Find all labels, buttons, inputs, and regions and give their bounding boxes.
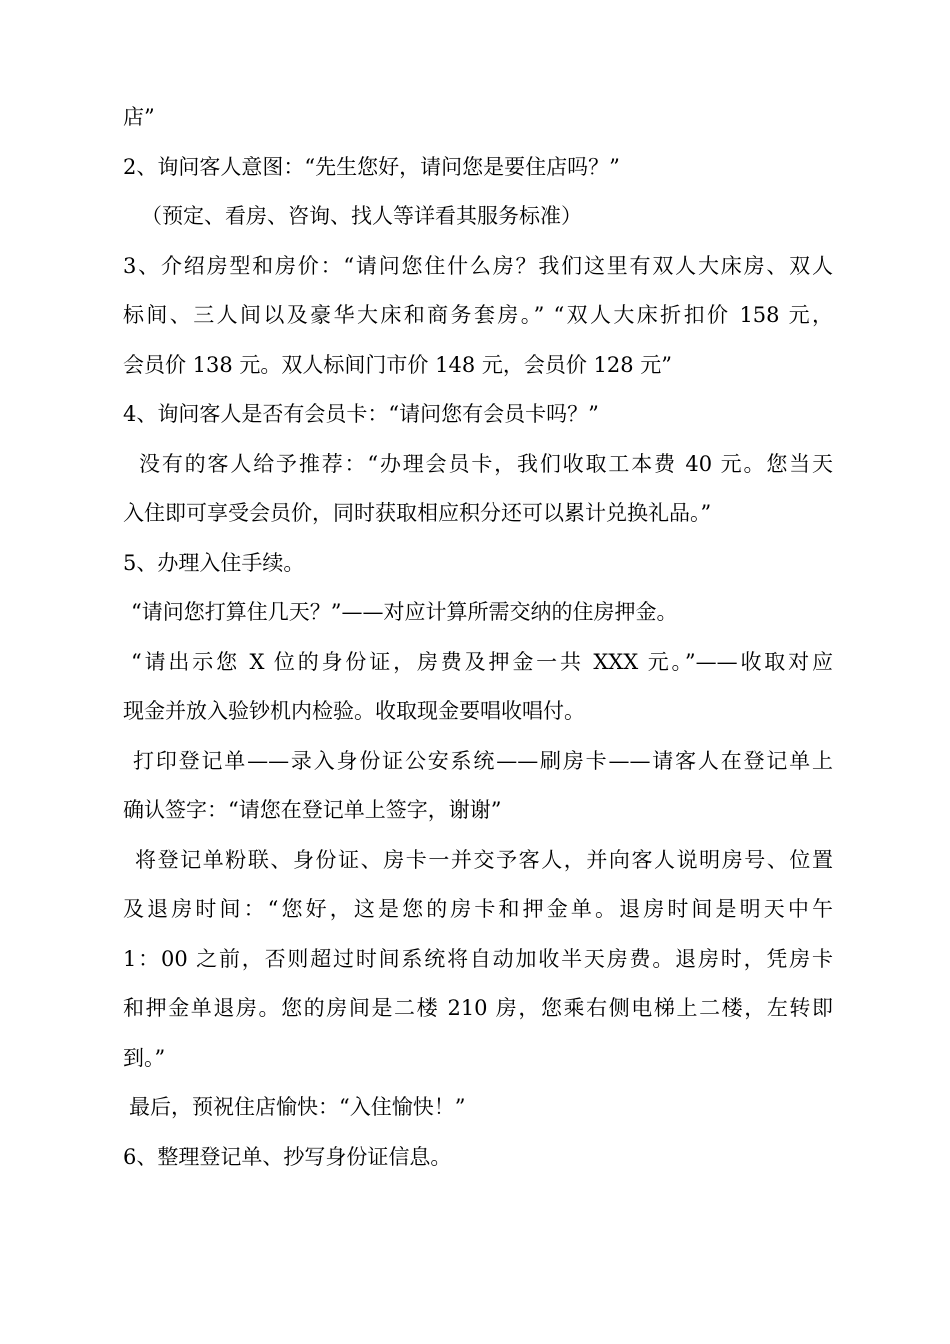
- text-line: 标间、三人间以及豪华大床和商务套房。” “双人大床折扣价 158 元，: [123, 303, 833, 327]
- text-line: 2、询问客人意图：“先生您好，请问您是要住店吗？”: [123, 154, 620, 179]
- text-line: 6、整理登记单、抄写身份证信息。: [123, 1144, 452, 1169]
- text-line: “请出示您 X 位的身份证，房费及押金一共 XXX 元。”——收取对应: [131, 649, 833, 674]
- text-line: 到。”: [123, 1045, 166, 1070]
- text-line: 入住即可享受会员价，同时获取相应积分还可以累计兑换礼品。”: [123, 501, 712, 525]
- text-line: 3、介绍房型和房价：“请问您住什么房？我们这里有双人大床房、双人: [123, 253, 833, 278]
- text-line: 5、办理入住手续。: [123, 550, 305, 575]
- document-body: [123, 93, 833, 1182]
- text-line: 现金并放入验钞机内检验。收取现金要唱收唱付。: [123, 699, 585, 723]
- text-line: 店”: [123, 105, 155, 129]
- text-line: 打印登记单——录入身份证公安系统——刷房卡——请客人在登记单上: [133, 748, 833, 773]
- text-line: 及退房时间：“您好，这是您的房卡和押金单。退房时间是明天中午: [123, 897, 833, 921]
- text-line: 没有的客人给予推荐：“办理会员卡，我们收取工本费 40 元。您当天: [139, 451, 833, 476]
- text-line: 将登记单粉联、身份证、房卡一并交予客人，并向客人说明房号、位置: [135, 847, 833, 872]
- text-line: （预定、看房、咨询、找人等详看其服务标准）: [141, 204, 582, 228]
- text-line: 确认签字：“请您在登记单上签字，谢谢”: [123, 798, 502, 822]
- text-line: 最后，预祝住店愉快：“入住愉快！”: [129, 1095, 466, 1119]
- text-line: 会员价 138 元。双人标间门市价 148 元，会员价 128 元”: [123, 352, 673, 377]
- text-line: “请问您打算住几天？”——对应计算所需交纳的住房押金。: [131, 600, 678, 624]
- text-line: 和押金单退房。您的房间是二楼 210 房，您乘右侧电梯上二楼，左转即: [123, 996, 833, 1020]
- text-line: 1：00 之前，否则超过时间系统将自动加收半天房费。退房时，凭房卡: [123, 946, 833, 971]
- text-line: 4、询问客人是否有会员卡：“请问您有会员卡吗？”: [123, 402, 599, 426]
